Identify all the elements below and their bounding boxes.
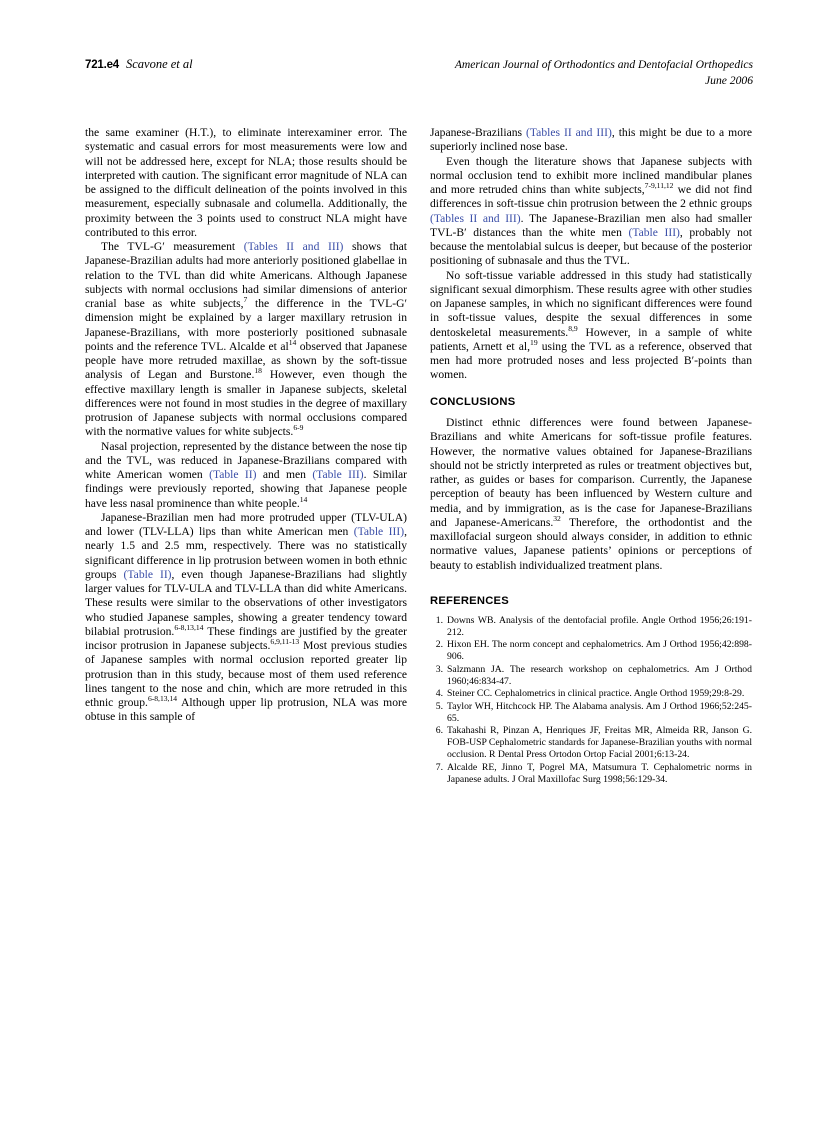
running-head — [85, 57, 753, 91]
citation-superscript[interactable]: 32 — [553, 513, 561, 523]
page-folio: 721.e4 — [85, 59, 119, 71]
body-text: Therefore, the orthodontist and the maxillofacial surgeon should always consider, in addition to ethnic normative values, Japanese patients’ opinions or perceptions of beauty to establish individualized treatment plans. — [430, 515, 752, 572]
column-right — [430, 126, 752, 786]
table-cross-reference-link[interactable]: (Table II) — [209, 468, 257, 481]
table-cross-reference-link[interactable]: (Table II) — [123, 567, 172, 581]
reference-number: 6. — [435, 725, 443, 737]
body-paragraph — [430, 126, 752, 155]
reference-number: 1. — [435, 614, 443, 626]
table-cross-reference-link[interactable]: (Tables II and III) — [243, 240, 344, 253]
citation-superscript[interactable]: 14 — [288, 337, 297, 347]
body-text: Even though the literature shows that Japanese subjects with normal occlusion tend to exhibit more inclined mandibular planes and more retruded chins than white subjects, — [430, 154, 752, 196]
reference-item — [430, 664, 752, 688]
body-text: , probably not because the mentolabial sulcus is deeper, but because of the posterior positioning of subnasale and thus the TVL. — [430, 225, 752, 268]
body-text: Japanese-Brazilian men had more protruded upper (TLV-ULA) and lower (TLV-LLA) lips than white American men — [85, 510, 407, 538]
running-head-right — [455, 57, 753, 88]
body-text: . The Japanese-Brazilian men also had smaller TVL-B′ distances than the white men — [430, 211, 752, 239]
reference-item — [430, 615, 752, 639]
reference-text: Taylor WH, Hitchcock HP. The Alabama analysis. Am J Orthod 1966;52:245-65. — [447, 700, 752, 724]
body-text: These findings are justified by the greater incisor protrusion in Japanese subjects. — [85, 624, 407, 652]
reference-number: 4. — [435, 688, 443, 700]
reference-number: 7. — [435, 761, 443, 773]
body-text: Most previous studies of Japanese samples with normal occlusion reported greater lip protrusion than in this study, because most of them used reference lines tangent to the nose and chin, which are more retruded in this ethnic group. — [85, 639, 407, 709]
table-cross-reference-link[interactable]: (Table III) — [312, 468, 364, 481]
citation-superscript[interactable]: 8,9 — [568, 323, 578, 333]
reference-text: Takahashi R, Pinzan A, Henriques JF, Freitas MR, Almeida RR, Janson G. FOB-USP Cephalometric standards for Japanese-Brazilian youths with normal occlusion. R Dental Press Ortodon Ortop Facial 2001;6:13-24. — [447, 725, 753, 761]
body-paragraph — [85, 240, 407, 440]
body-text: , even though Japanese-Brazilians had slightly larger values for TLV-ULA and TLV-LLA than did white Americans. These results were similar to the observations of other investigators who studied Japanese samples, showing a greater tendency toward bilabial protrusion. — [85, 567, 407, 638]
reference-item — [430, 701, 752, 725]
table-cross-reference-link[interactable]: (Table III) — [628, 225, 680, 239]
citation-superscript[interactable]: 7 — [243, 295, 248, 305]
body-paragraph — [85, 440, 407, 511]
table-cross-reference-link[interactable]: (Table III) — [353, 525, 405, 538]
reference-text: Hixon EH. The norm concept and cephalometrics. Am J Orthod 1956;42:898-906. — [447, 639, 752, 663]
body-text: shows that Japanese-Brazilian adults had more anteriorly positioned glabellae in relation to the TVL than did white Americans. Although Japanese subjects with normal occlusions had similar dimensions of anterior cranial base as white subjects, — [85, 240, 408, 310]
reference-text: Alcalde RE, Jinno T, Pogrel MA, Matsumura T. Cephalometric norms in Japanese adults. J Oral Maxillofac Surg 1998;56:129-34. — [447, 761, 752, 785]
body-paragraph — [430, 416, 752, 573]
reference-item — [430, 725, 752, 761]
left-column-body — [85, 126, 407, 725]
body-text: and men — [256, 468, 313, 481]
citation-superscript[interactable]: 7-9,11,12 — [644, 181, 674, 191]
body-text: observed that Japanese people have more retruded maxillae, as shown by the soft-tissue analysis of Legan and Burstone. — [85, 339, 408, 382]
body-text: the same examiner (H.T.), to eliminate interexaminer error. The systematic and casual errors for most measurements were low and will not be addressed here, except for NLA; those results should be interpreted with caution. The significant error magnitude of NLA can be assigned to the difficult delineation of the points involved in this measurement, especially subnasale and columella. Additionally, the proximity between the 3 points used to construct NLA might have contributed to this error. — [85, 126, 407, 239]
column-left — [85, 126, 407, 725]
body-text: . Similar findings were previously reported, showing that Japanese people have less nasal prominence than white people. — [85, 468, 407, 510]
body-paragraph — [430, 269, 752, 383]
conclusions-heading: CONCLUSIONS — [430, 396, 516, 408]
body-text: However, in a sample of white patients, Arnett et al, — [430, 325, 752, 353]
body-text: Japanese-Brazilians — [430, 126, 527, 139]
reference-number: 5. — [435, 700, 443, 712]
conclusions-body — [430, 416, 752, 573]
citation-superscript[interactable]: 18 — [254, 366, 262, 376]
body-text: the difference in the TVL-G′ dimension might be explained by a larger maxillary retrusion in Japanese-Brazilians, with more posteriorly positioned subnasale points and the reference TVL. Alcalde et al — [85, 297, 407, 353]
right-column-body — [430, 126, 752, 383]
journal-issue: June 2006 — [705, 73, 753, 87]
citation-superscript[interactable]: 19 — [530, 337, 538, 347]
reference-number: 3. — [435, 663, 443, 675]
body-text: The TVL-G′ measurement — [101, 240, 244, 253]
citation-superscript[interactable]: 6-8,13,14 — [147, 694, 178, 704]
references-list — [430, 615, 752, 786]
body-paragraph — [85, 511, 407, 725]
citation-superscript[interactable]: 6,9,11-13 — [270, 637, 300, 647]
body-text: No soft-tissue variable addressed in this study had statistically significant sexual dimorphism. These results agree with other studies on Japanese samples, in which no significant differences were found in soft-tissue values, despite the sexual differences in some dentoskeletal measurements. — [430, 268, 752, 339]
journal-title: American Journal of Orthodontics and Dentofacial Orthopedics — [454, 58, 753, 71]
citation-superscript[interactable]: 6-8,13,14 — [174, 622, 204, 632]
reference-item — [430, 639, 752, 663]
references-heading: REFERENCES — [430, 594, 509, 607]
citation-superscript[interactable]: 14 — [299, 494, 308, 504]
body-text: Nasal projection, represented by the distance between the nose tip and the TVL, was reduced in Japanese-Brazilians compared with white American women — [85, 439, 407, 481]
running-head-left — [85, 57, 193, 72]
reference-number: 2. — [435, 639, 443, 651]
reference-text: Steiner CC. Cephalometrics in clinical practice. Angle Orthod 1959;29:8-29. — [447, 688, 745, 700]
body-text: However, even though the effective maxillary length is smaller in Japanese subjects, skeletal differences were not found in most studies in the degree of maxillary protrusion of Japanese subjects with normal occlusions compared with the normative values for white subjects. — [85, 368, 408, 439]
body-text: using the TVL as a reference, observed that men had more protruded noses and less projected B′-points than women. — [430, 339, 753, 382]
reference-item — [430, 688, 752, 700]
reference-item — [430, 762, 752, 786]
body-text: , nearly 1.5 and 2.5 mm, respectively. There was no statistically significant difference in lip protrusion between women in both ethnic groups — [85, 525, 407, 581]
body-paragraph — [85, 126, 407, 240]
reference-text: Downs WB. Analysis of the dentofacial profile. Angle Orthod 1956;26:191-212. — [447, 614, 752, 638]
table-cross-reference-link[interactable]: (Tables II and III) — [430, 211, 521, 225]
reference-text: Salzmann JA. The research workshop on cephalometrics. Am J Orthod 1960;46:834-47. — [447, 663, 752, 687]
body-text: , this might be due to a more superiorly inclined nose base. — [430, 126, 752, 154]
running-head-authors: Scavone et al — [125, 57, 193, 71]
body-paragraph — [430, 155, 752, 269]
body-text: Distinct ethnic differences were found between Japanese-Brazilians and white Americans for soft-tissue profile features. However, the normative values obtained for Japanese-Brazilians should not be strictly interpreted as rules or treatment objectives but, rather, as guides or bases for comparison. Currently, the Japanese perception of beauty has been influenced by Western culture and media, and by immigration, as is the case for Japanese-Brazilians and Japanese-Americans. — [430, 416, 752, 529]
citation-superscript[interactable]: 6-9 — [293, 423, 304, 433]
table-cross-reference-link[interactable]: (Tables II and III) — [526, 126, 612, 139]
body-text: Although upper lip protrusion, NLA was more obtuse in this sample of — [85, 696, 407, 724]
body-text: we did not find differences in soft-tissue chin protrusion between the 2 ethnic groups — [430, 183, 752, 211]
